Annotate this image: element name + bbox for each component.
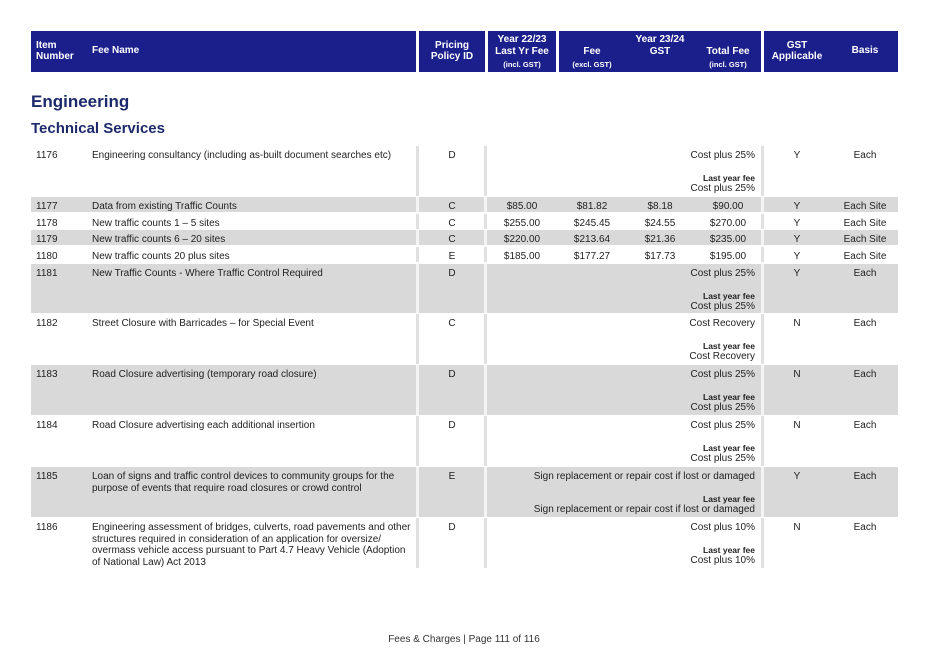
last-year-fee: Cost plus 25%: [690, 453, 755, 464]
header-fee-name: Fee Name: [92, 45, 140, 56]
item-number: 1182: [36, 318, 58, 329]
basis: Each Site: [843, 234, 887, 245]
last-year-label: Last year fee: [703, 392, 755, 402]
pricing-policy: D: [448, 369, 456, 380]
item-number: 1184: [36, 420, 58, 431]
fee-name: New traffic counts 20 plus sites: [92, 251, 230, 262]
last-year-label: Last year fee: [703, 173, 755, 183]
gst-amount: $21.36: [644, 234, 676, 245]
gst-applicable: N: [793, 522, 801, 533]
fee-name: New traffic counts 1 – 5 sites: [92, 218, 220, 229]
fee-excl-gst: $81.82: [576, 201, 608, 212]
header-basis: Basis: [851, 45, 879, 56]
subsection-title: Technical Services: [31, 120, 165, 137]
pricing-policy: D: [448, 268, 456, 279]
fee-excl-gst: $213.64: [573, 234, 611, 245]
item-number: 1176: [36, 150, 58, 161]
table-row: [31, 264, 898, 313]
last-year-fee: Cost Recovery: [689, 351, 755, 362]
last-year-label: Last year fee: [703, 341, 755, 351]
pricing-policy: D: [448, 420, 456, 431]
pricing-policy: C: [448, 234, 456, 245]
pricing-policy: E: [448, 471, 456, 482]
gst-applicable: Y: [793, 218, 801, 229]
item-number: 1186: [36, 522, 58, 533]
table-row: [31, 314, 898, 364]
gst-amount: $17.73: [644, 251, 676, 262]
gst-applicable: Y: [793, 268, 801, 279]
basis: Each: [853, 150, 877, 161]
pricing-policy: C: [448, 318, 456, 329]
footer-page: Page 111 of 116: [468, 634, 540, 645]
table-row: [31, 416, 898, 466]
last-year-label: Last year fee: [703, 494, 755, 504]
total-fee: $235.00: [709, 234, 747, 245]
item-number: 1180: [36, 251, 58, 262]
header-gst-basis: [764, 31, 898, 72]
item-number: 1185: [36, 471, 58, 482]
total-fee: $270.00: [709, 218, 747, 229]
gst-applicable: Y: [793, 251, 801, 262]
page-footer: Fees & Charges | Page 111 of 116: [388, 634, 540, 645]
pricing-policy: D: [448, 522, 456, 533]
fee-excl-gst: $177.27: [573, 251, 611, 262]
header-item-number: Item Number: [36, 40, 74, 62]
last-yr-fee: $255.00: [503, 218, 541, 229]
table-row: [31, 247, 898, 262]
header-last-yr-fee: Last Yr Fee: [495, 46, 549, 57]
header-total-fee: Total Fee: [706, 46, 750, 57]
item-number: 1178: [36, 218, 58, 229]
gst-applicable: Y: [793, 234, 801, 245]
footer-title: Fees & Charges: [388, 634, 461, 645]
table-row: [31, 365, 898, 415]
header-fee: Fee: [583, 46, 601, 57]
table-row: [31, 467, 898, 517]
fee-name: Street Closure with Barricades – for Special Event: [92, 318, 314, 329]
basis: Each: [853, 268, 877, 279]
fee-name: Road Closure advertising (temporary road closure): [92, 369, 317, 380]
header-fee-excl-gst: (excl. GST): [572, 60, 612, 69]
last-year-label: Last year fee: [703, 443, 755, 453]
header-gst-applicable: GST Applicable: [771, 40, 823, 62]
last-year-label: Last year fee: [703, 545, 755, 555]
gst-applicable: N: [793, 369, 801, 380]
pricing-policy: D: [448, 150, 456, 161]
fee-description: Cost plus 25%: [690, 369, 755, 380]
item-number: 1177: [36, 201, 58, 212]
table-row: [31, 146, 898, 196]
fee-description: Cost plus 25%: [690, 268, 755, 279]
fee-name: Road Closure advertising each additional insertion: [92, 420, 315, 431]
total-fee: $195.00: [709, 251, 747, 262]
pricing-policy: C: [448, 201, 456, 212]
gst-applicable: Y: [793, 150, 801, 161]
basis: Each Site: [843, 251, 887, 262]
fee-name: New Traffic Counts - Where Traffic Control Required: [92, 268, 323, 279]
fee-description: Sign replacement or repair cost if lost or damaged: [533, 471, 755, 482]
gst-amount: $24.55: [644, 218, 676, 229]
header-last-yr-incl-gst: (incl. GST): [503, 60, 541, 69]
pricing-policy: C: [448, 218, 456, 229]
last-yr-fee: $85.00: [506, 201, 538, 212]
header-pricing-policy: Pricing Policy ID: [430, 40, 474, 62]
fee-name: Loan of signs and traffic control devices to community groups for the purpose of events that require road closures or crowd control: [92, 471, 395, 494]
header-year-curr: Year 23/24: [635, 34, 685, 45]
section-title: Engineering: [31, 92, 130, 111]
fee-description: Cost plus 25%: [690, 150, 755, 161]
header-curr-year: [559, 31, 761, 72]
fee-name: New traffic counts 6 – 20 sites: [92, 234, 226, 245]
fee-description: Cost Recovery: [689, 318, 755, 329]
last-year-fee: Cost plus 25%: [690, 301, 755, 312]
fee-name: Engineering assessment of bridges, culverts, road pavements and other structures required in consideration of an application for oversize/ overmass vehicle access pursuant to Part 4.7 Heavy Vehicle (Adoption of National Law) Act 2013: [92, 522, 411, 568]
fee-excl-gst: $245.45: [573, 218, 611, 229]
gst-applicable: Y: [793, 471, 801, 482]
last-year-fee: Sign replacement or repair cost if lost or damaged: [533, 504, 755, 515]
table-row: [31, 197, 898, 212]
basis: Each: [853, 318, 877, 329]
table-row: [31, 230, 898, 245]
basis: Each Site: [843, 218, 887, 229]
table-row: [31, 518, 898, 568]
fee-name: Data from existing Traffic Counts: [92, 201, 237, 212]
table-row: [31, 214, 898, 229]
header-item-fee: [31, 31, 416, 72]
header-year-prev: Year 22/23: [497, 34, 547, 45]
basis: Each: [853, 522, 877, 533]
item-number: 1179: [36, 234, 58, 245]
gst-applicable: N: [793, 318, 801, 329]
fee-description: Cost plus 25%: [690, 420, 755, 431]
fee-name: Engineering consultancy (including as-built document searches etc): [92, 150, 392, 161]
last-year-fee: Cost plus 25%: [690, 402, 755, 413]
header-policy: [419, 31, 485, 72]
gst-applicable: N: [793, 420, 801, 431]
header-gst: GST: [649, 46, 671, 57]
basis: Each Site: [843, 201, 887, 212]
gst-applicable: Y: [793, 201, 801, 212]
basis: Each: [853, 369, 877, 380]
item-number: 1183: [36, 369, 58, 380]
total-fee: $90.00: [712, 201, 744, 212]
last-yr-fee: $220.00: [503, 234, 541, 245]
header-total-incl-gst: (incl. GST): [709, 60, 747, 69]
last-year-fee: Cost plus 10%: [690, 555, 755, 566]
last-yr-fee: $185.00: [503, 251, 541, 262]
item-number: 1181: [36, 268, 58, 279]
last-year-fee: Cost plus 25%: [690, 183, 755, 194]
fee-description: Cost plus 10%: [690, 522, 755, 533]
basis: Each: [853, 420, 877, 431]
pricing-policy: E: [448, 251, 456, 262]
basis: Each: [853, 471, 877, 482]
header-prev-year: [488, 31, 556, 72]
last-year-label: Last year fee: [703, 291, 755, 301]
gst-amount: $8.18: [647, 201, 673, 212]
